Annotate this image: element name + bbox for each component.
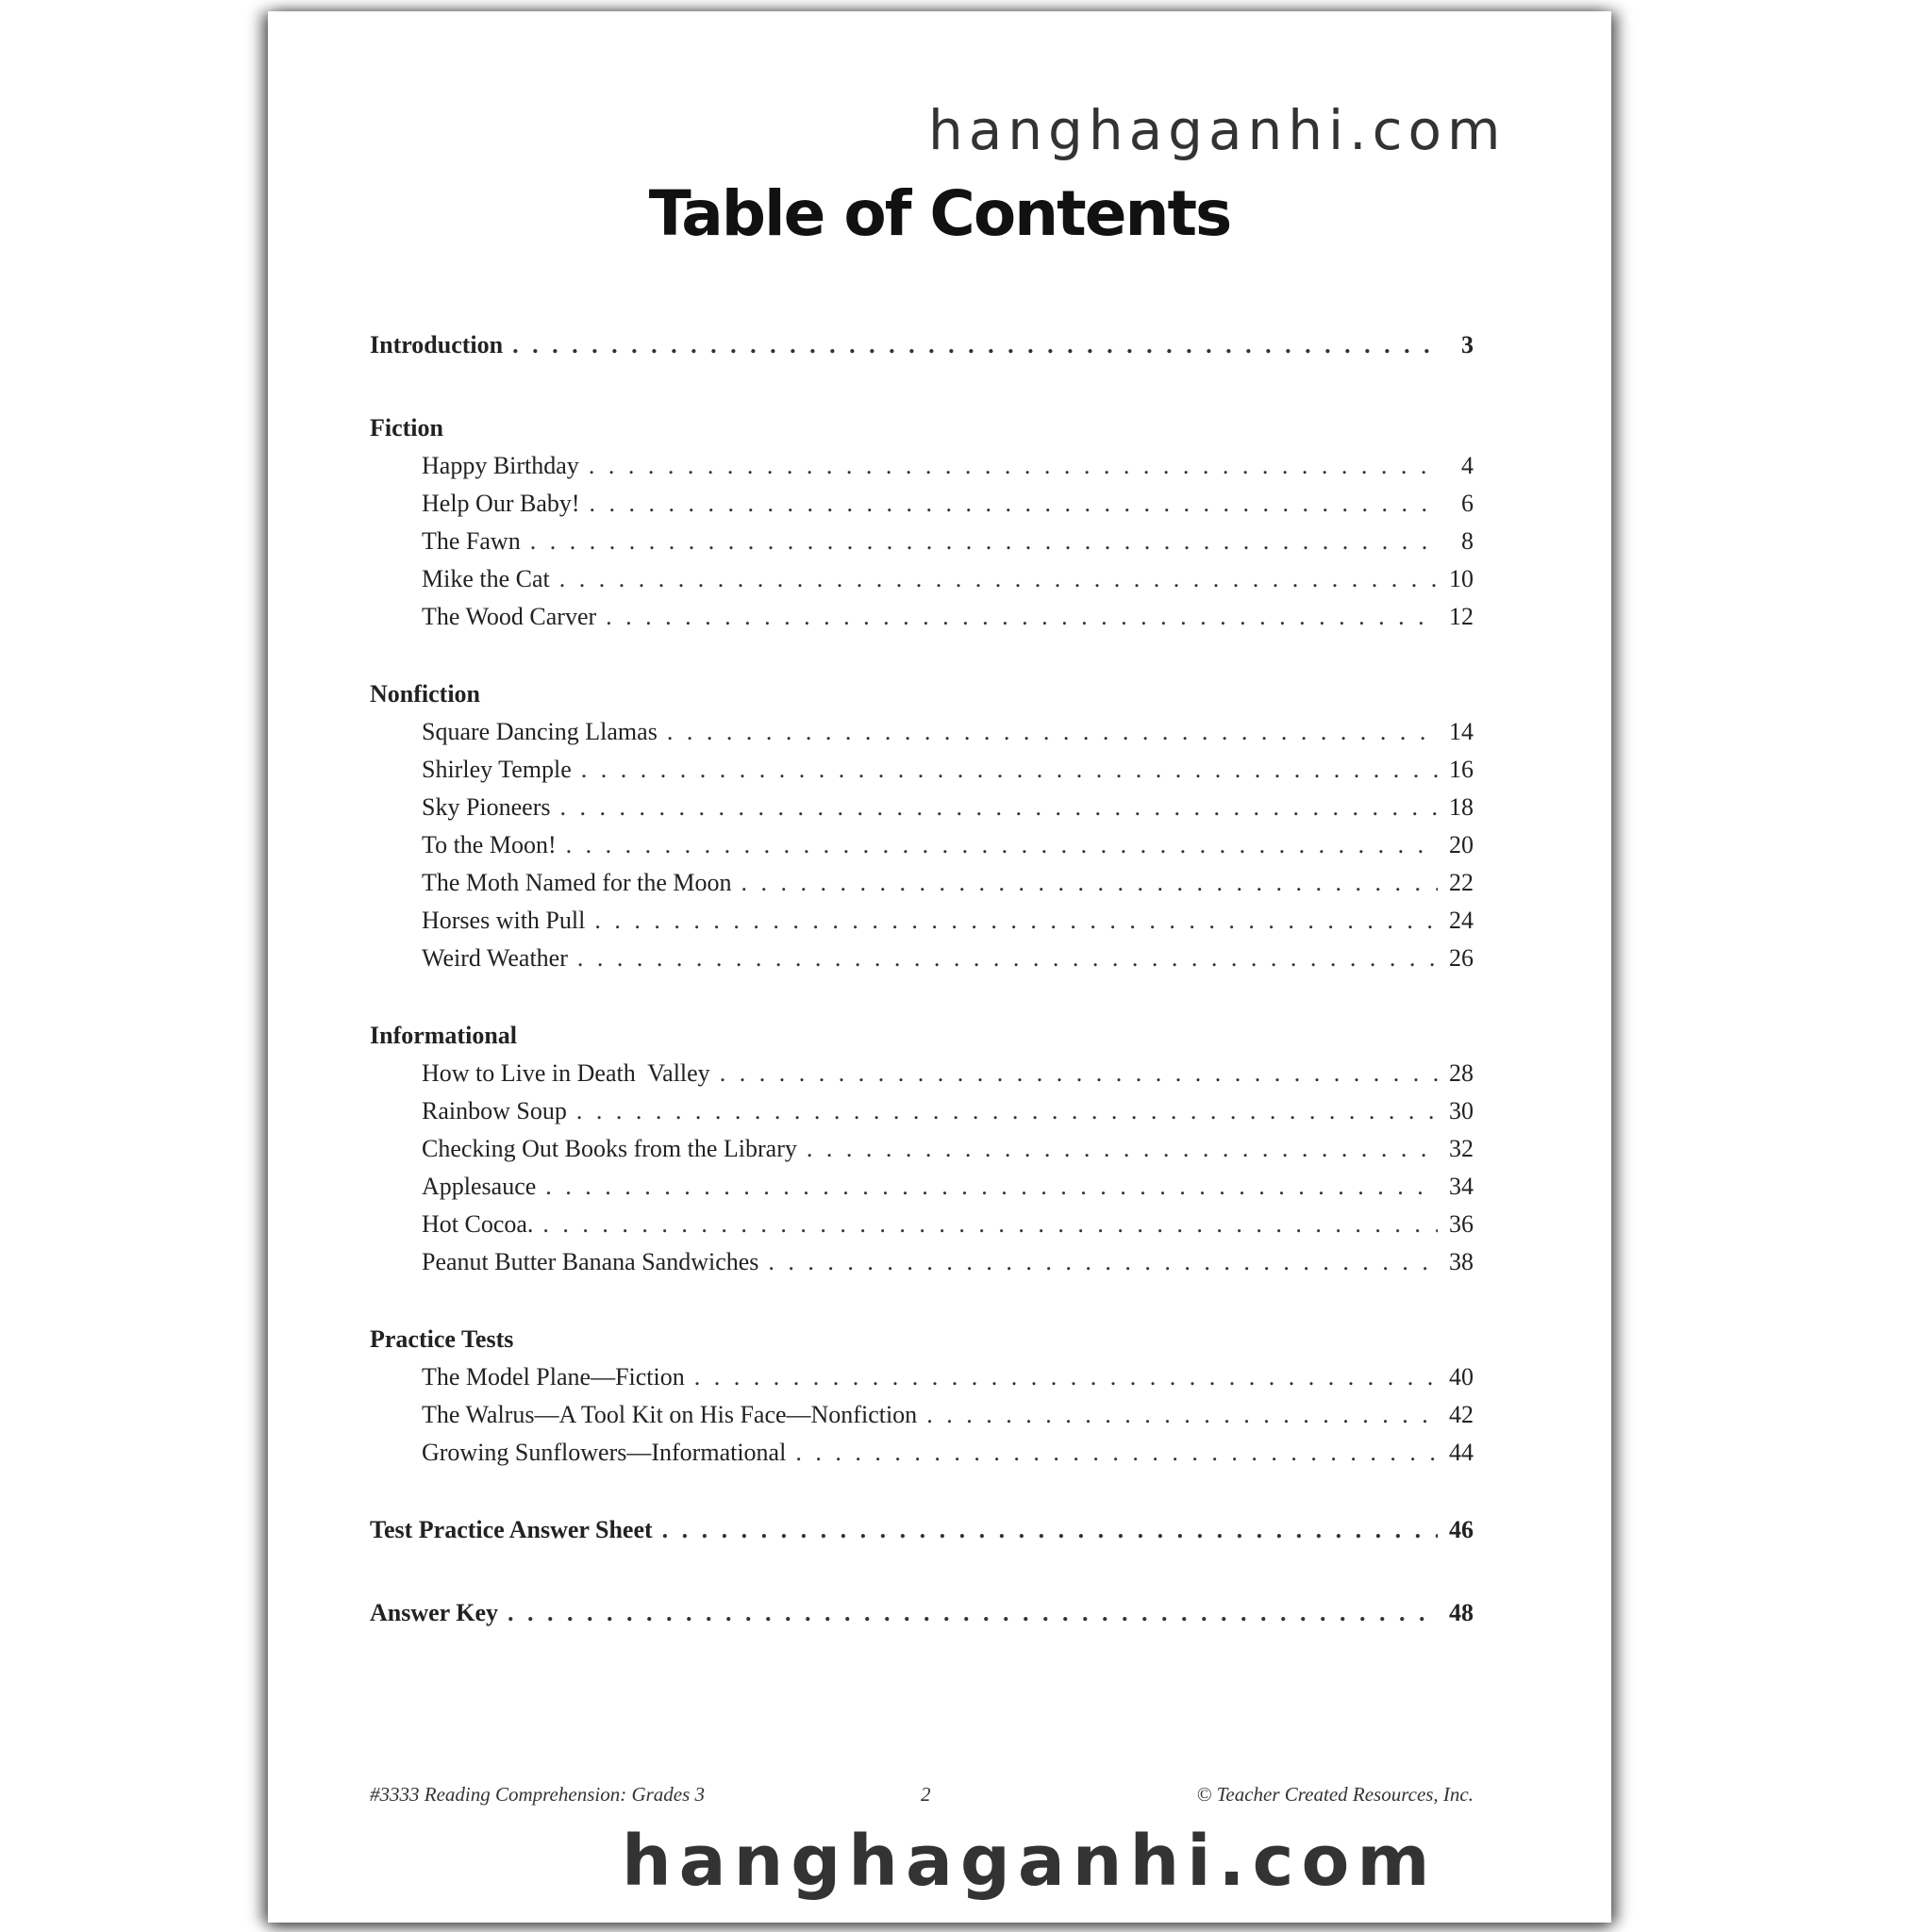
section-heading-informational: Informational [370, 1022, 517, 1049]
dot-leader [589, 447, 1438, 485]
toc-entry-page: 30 [1449, 1097, 1474, 1124]
toc-entry-answer-sheet [370, 1511, 1474, 1549]
toc-entry-page: 38 [1449, 1248, 1474, 1275]
document-page [268, 11, 1611, 1923]
dot-leader [508, 1594, 1438, 1632]
watermark-top: hanghaganhi.com [928, 98, 1507, 162]
toc-entry-label: Applesauce [422, 1173, 537, 1200]
toc-entry-label: The Model Plane—Fiction [422, 1363, 685, 1391]
toc-entry-label: Weird Weather [422, 944, 568, 972]
toc-entry [370, 447, 1474, 485]
toc-entry-label: Rainbow Soup [422, 1097, 567, 1124]
dot-leader [795, 1434, 1438, 1472]
toc-entry-page: 8 [1461, 527, 1474, 555]
footer-page-number: 2 [921, 1783, 931, 1806]
toc-entry-label: The Fawn [422, 527, 521, 555]
toc-entry-label: How to Live in Death Valley [422, 1059, 710, 1087]
dot-leader [594, 902, 1438, 940]
toc-entry-page: 40 [1449, 1363, 1474, 1391]
dot-leader [694, 1358, 1438, 1396]
toc-entry [370, 1092, 1474, 1130]
toc-entry-label: Horses with Pull [422, 907, 586, 934]
toc-entry-label: Checking Out Books from the Library [422, 1135, 797, 1162]
dot-leader [606, 598, 1438, 636]
toc-entry-page: 24 [1449, 907, 1474, 934]
toc-entry-page: 44 [1449, 1439, 1474, 1466]
dot-leader [576, 1092, 1438, 1130]
toc-entry [370, 864, 1474, 902]
toc-entry [370, 713, 1474, 751]
page-title: Table of Contents [648, 177, 1231, 250]
section-heading-practice-tests: Practice Tests [370, 1325, 514, 1353]
toc-entry-label: To the Moon! [422, 831, 557, 858]
toc-entry-label: The Wood Carver [422, 603, 597, 630]
toc-entry-page: 10 [1449, 565, 1474, 592]
toc-entry-page: 26 [1449, 944, 1474, 972]
toc-entry [370, 902, 1474, 940]
toc-entry-page: 12 [1449, 603, 1474, 630]
toc-entry [370, 1396, 1474, 1434]
toc-entry-page: 34 [1449, 1173, 1474, 1200]
toc-entry [370, 1055, 1474, 1092]
dot-leader [720, 1055, 1438, 1092]
watermark-bottom: hanghaganhi.com [622, 1821, 1438, 1902]
toc-entry-answer-key [370, 1594, 1474, 1632]
dot-leader [662, 1511, 1438, 1549]
toc-entry [370, 1130, 1474, 1168]
toc-entry-label: Mike the Cat [422, 565, 550, 592]
toc-entry-page: 3 [1461, 331, 1474, 358]
toc-entry-page: 28 [1449, 1059, 1474, 1087]
toc-entry-page: 46 [1449, 1516, 1474, 1543]
toc-entry [370, 560, 1474, 598]
section-heading-fiction: Fiction [370, 414, 443, 441]
toc-entry-label: Growing Sunflowers—Informational [422, 1439, 787, 1466]
toc-entry-page: 36 [1449, 1210, 1474, 1238]
toc-entry [370, 940, 1474, 977]
toc-entry [370, 826, 1474, 864]
dot-leader [577, 940, 1438, 977]
dot-leader [545, 1168, 1438, 1206]
footer-book-title: #3333 Reading Comprehension: Grades 3 [370, 1783, 706, 1806]
toc-entry-page: 42 [1449, 1401, 1474, 1428]
toc-entry [370, 485, 1474, 523]
toc-entry [370, 523, 1474, 560]
toc-entry-label: Square Dancing Llamas [422, 718, 658, 745]
dot-leader [768, 1243, 1438, 1281]
toc-entry-label: The Walrus—A Tool Kit on His Face—Nonfiction [422, 1401, 918, 1428]
toc-entry-label: Answer Key [370, 1599, 499, 1626]
toc-entry-label: Introduction [370, 331, 504, 358]
toc-entry-page: 6 [1461, 490, 1474, 517]
dot-leader [559, 560, 1438, 598]
table-of-contents [370, 326, 1474, 1632]
toc-entry [370, 1434, 1474, 1472]
toc-entry-label: The Moth Named for the Moon [422, 869, 732, 896]
toc-entry-page: 48 [1449, 1599, 1474, 1626]
toc-entry-page: 22 [1449, 869, 1474, 896]
toc-entry-introduction [370, 326, 1474, 364]
toc-entry-label: Happy Birthday [422, 452, 579, 479]
toc-entry [370, 1168, 1474, 1206]
toc-entry-label: Test Practice Answer Sheet [370, 1516, 653, 1543]
toc-entry-page: 18 [1449, 793, 1474, 821]
section-heading-nonfiction: Nonfiction [370, 680, 480, 708]
dot-leader [542, 1206, 1438, 1243]
toc-entry-label: Hot Cocoa. [422, 1210, 534, 1238]
toc-entry [370, 751, 1474, 789]
toc-entry-page: 32 [1449, 1135, 1474, 1162]
toc-entry [370, 598, 1474, 636]
toc-entry-page: 4 [1461, 452, 1474, 479]
toc-entry-page: 16 [1449, 756, 1474, 783]
toc-entry [370, 789, 1474, 826]
dot-leader [926, 1396, 1438, 1434]
toc-entry [370, 1243, 1474, 1281]
dot-leader [566, 826, 1438, 864]
dot-leader [581, 751, 1438, 789]
toc-entry-label: Help Our Baby! [422, 490, 580, 517]
dot-leader [807, 1130, 1438, 1168]
toc-entry-page: 14 [1449, 718, 1474, 745]
toc-entry [370, 1206, 1474, 1243]
dot-leader [590, 485, 1438, 523]
dot-leader [530, 523, 1438, 560]
toc-entry-label: Shirley Temple [422, 756, 572, 783]
dot-leader [560, 789, 1439, 826]
dot-leader [667, 713, 1438, 751]
dot-leader [512, 326, 1438, 364]
toc-entry-label: Sky Pioneers [422, 793, 551, 821]
footer-copyright: © Teacher Created Resources, Inc. [1196, 1783, 1474, 1806]
toc-entry [370, 1358, 1474, 1396]
toc-entry-page: 20 [1449, 831, 1474, 858]
dot-leader [741, 864, 1438, 902]
toc-entry-label: Peanut Butter Banana Sandwiches [422, 1248, 759, 1275]
